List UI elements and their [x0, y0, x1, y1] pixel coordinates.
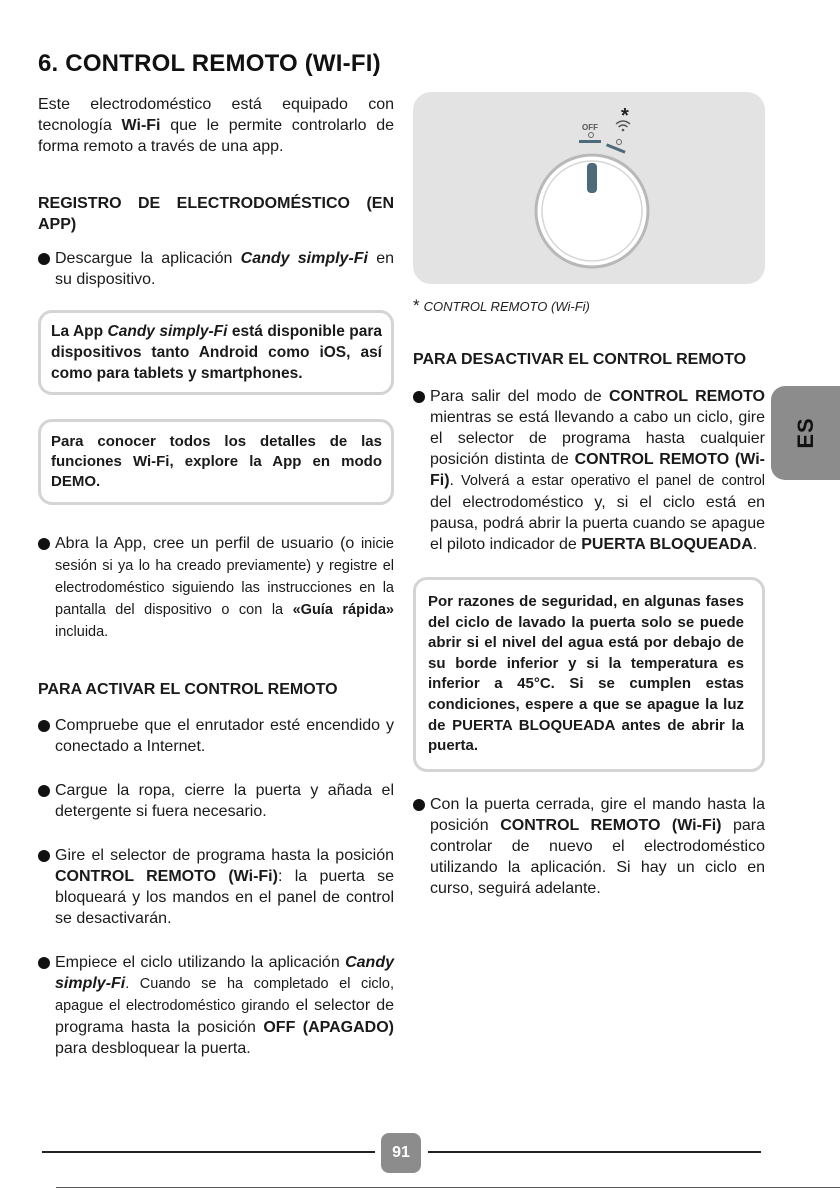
app-name: Candy simply-Fi [55, 954, 394, 992]
bullet-dot-icon [38, 957, 50, 969]
quick-guide: «Guía rápida» [292, 602, 394, 618]
bullet-text-mid: mientras se está llevando a cabo un ciclo, gire el selector de programa hasta cualquier posición distinta de [430, 409, 765, 468]
selector-dial-graphic [413, 92, 765, 284]
bullet-dot-icon [38, 253, 50, 265]
bullet-text: Descargue la aplicación [55, 250, 241, 267]
desactivar-heading: PARA DESACTIVAR EL CONTROL REMOTO [413, 351, 747, 368]
bullet-router [38, 715, 394, 757]
remote-position: CONTROL REMOTO (Wi-Fi) [500, 816, 722, 834]
bullet-start-cycle [38, 952, 394, 1059]
note-safety: Por razones de seguridad, en algunas fases del ciclo de lavado la puerta solo se puede abrir si el nivel del agua está por debajo de su borde inferior y si la temperatura es inferior a 45°C. Si se cumplen estas condiciones, espere a que se apague la luz de PUERTA BLOQUEADA antes de abrir la puerta. [413, 577, 765, 772]
right-column [413, 92, 765, 899]
caption-text: CONTROL REMOTO (Wi-Fi) [423, 299, 590, 314]
language-tab [771, 386, 840, 480]
bullet-text: Para salir del modo de [430, 388, 609, 405]
bottom-rule [56, 1187, 840, 1188]
intro-paragraph [38, 94, 394, 157]
bullet-text-mid2: del electrodoméstico y, si el ciclo está en pausa, podrá abrir la puerta cuando se apague el piloto indicador de [430, 494, 765, 553]
remote-position: CONTROL REMOTO (Wi-Fi) [55, 868, 278, 885]
bullet-exit-remote [413, 386, 765, 555]
bullet-text: Con la puerta cerrada, gire el mando hasta la posición [430, 795, 765, 834]
bullet-dot-icon [413, 799, 425, 811]
bullet-text-end: . [752, 536, 758, 553]
note-text-end: está disponible para dispositivos tanto Android como iOS, así como para tablets y smartphones. [51, 323, 383, 382]
bullet-dot-icon [38, 538, 50, 550]
off-label: OFF [582, 123, 598, 132]
language-label: ES [792, 417, 818, 449]
bullet-dot-icon [413, 391, 425, 403]
intro-wifi: Wi-Fi [121, 117, 161, 134]
bullet-text: Abra la App, cree un perfil de usuario (o [55, 535, 361, 552]
footer-line-right [428, 1151, 761, 1153]
selector-illustration [413, 92, 765, 284]
bullet-text-end: : la puerta se bloqueará y los mandos en el panel de control se desactivarán. [55, 868, 395, 927]
bullet-text-end: en su dispositivo. [55, 250, 395, 288]
bullet-text-end: para controlar de nuevo el electrodoméstico utilizando la aplicación. Si hay un ciclo en curso, seguirá adelante. [430, 816, 765, 897]
bullet-download [38, 248, 394, 290]
intro-text: Este electrodoméstico está equipado con tecnología [38, 96, 394, 134]
note-app-name: Candy simply-Fi [107, 323, 228, 340]
bullet-dot-icon [38, 720, 50, 732]
bullet-turn-selector [38, 845, 394, 929]
bullet-load [38, 780, 394, 822]
bullet-small-text: . Cuando se ha completado el ciclo, apague el electrodoméstico girando [55, 976, 394, 1014]
registro-heading: REGISTRO DE ELECTRODOMÉSTICO (EN APP) [38, 195, 394, 233]
bullet-text: Gire el selector de programa hasta la posición [55, 847, 394, 864]
bullet-open-app [38, 533, 394, 643]
footer-line-left [42, 1151, 375, 1153]
period: . [449, 472, 454, 489]
left-column [38, 94, 394, 1059]
wifi-dot-icon [617, 140, 622, 145]
intro-text-end: que le permite controlarlo de forma remoto a través de una app. [38, 117, 395, 155]
app-name: Candy simply-Fi [240, 250, 368, 267]
control-remoto: CONTROL REMOTO [608, 388, 766, 405]
page-title: 6. CONTROL REMOTO (WI-FI) [38, 50, 381, 77]
bullet-text: Empiece el ciclo utilizando la aplicación [55, 954, 346, 971]
note-text: La App [51, 323, 108, 340]
asterisk-marker: * [621, 105, 629, 127]
bullet-text-end: para desbloquear la puerta. [55, 1040, 251, 1057]
door-locked: PUERTA BLOQUEADA [581, 536, 753, 553]
remote-position: CONTROL REMOTO (Wi-Fi) [430, 451, 765, 489]
bullet-text-mid: el selector de programa hasta la posición [55, 997, 394, 1036]
bullet-text: Cargue la ropa, cierre la puerta y añada el detergente si fuera necesario. [55, 782, 394, 820]
off-position: OFF (APAGADO) [263, 1019, 394, 1036]
bullet-dot-icon [38, 850, 50, 862]
page-number: 91 [381, 1133, 421, 1173]
figure-caption [413, 296, 765, 316]
bullet-dot-icon [38, 785, 50, 797]
dial-pointer [587, 163, 597, 193]
bullet-text: Compruebe que el enrutador esté encendido y conectado a Internet. [55, 717, 394, 755]
off-dot-icon [589, 133, 594, 138]
caption-star: * [413, 296, 420, 315]
bullet-text-end: incluida. [55, 624, 109, 640]
bullet-small-text: Volverá a estar operativo el panel de control [454, 473, 765, 489]
bullet-door-closed [413, 794, 765, 899]
wifi-mark [606, 143, 626, 153]
note-demo: Para conocer todos los detalles de las funciones Wi-Fi, explore la App en modo DEMO. [38, 419, 394, 505]
note-app-availability [38, 310, 394, 395]
activar-heading: PARA ACTIVAR EL CONTROL REMOTO [38, 681, 338, 698]
bullet-small-text: inicie sesión si ya lo ha creado previamente) y registre el electrodoméstico siguiendo las instrucciones en la pantalla del dispositivo o con la [55, 536, 394, 618]
off-mark [579, 140, 601, 143]
